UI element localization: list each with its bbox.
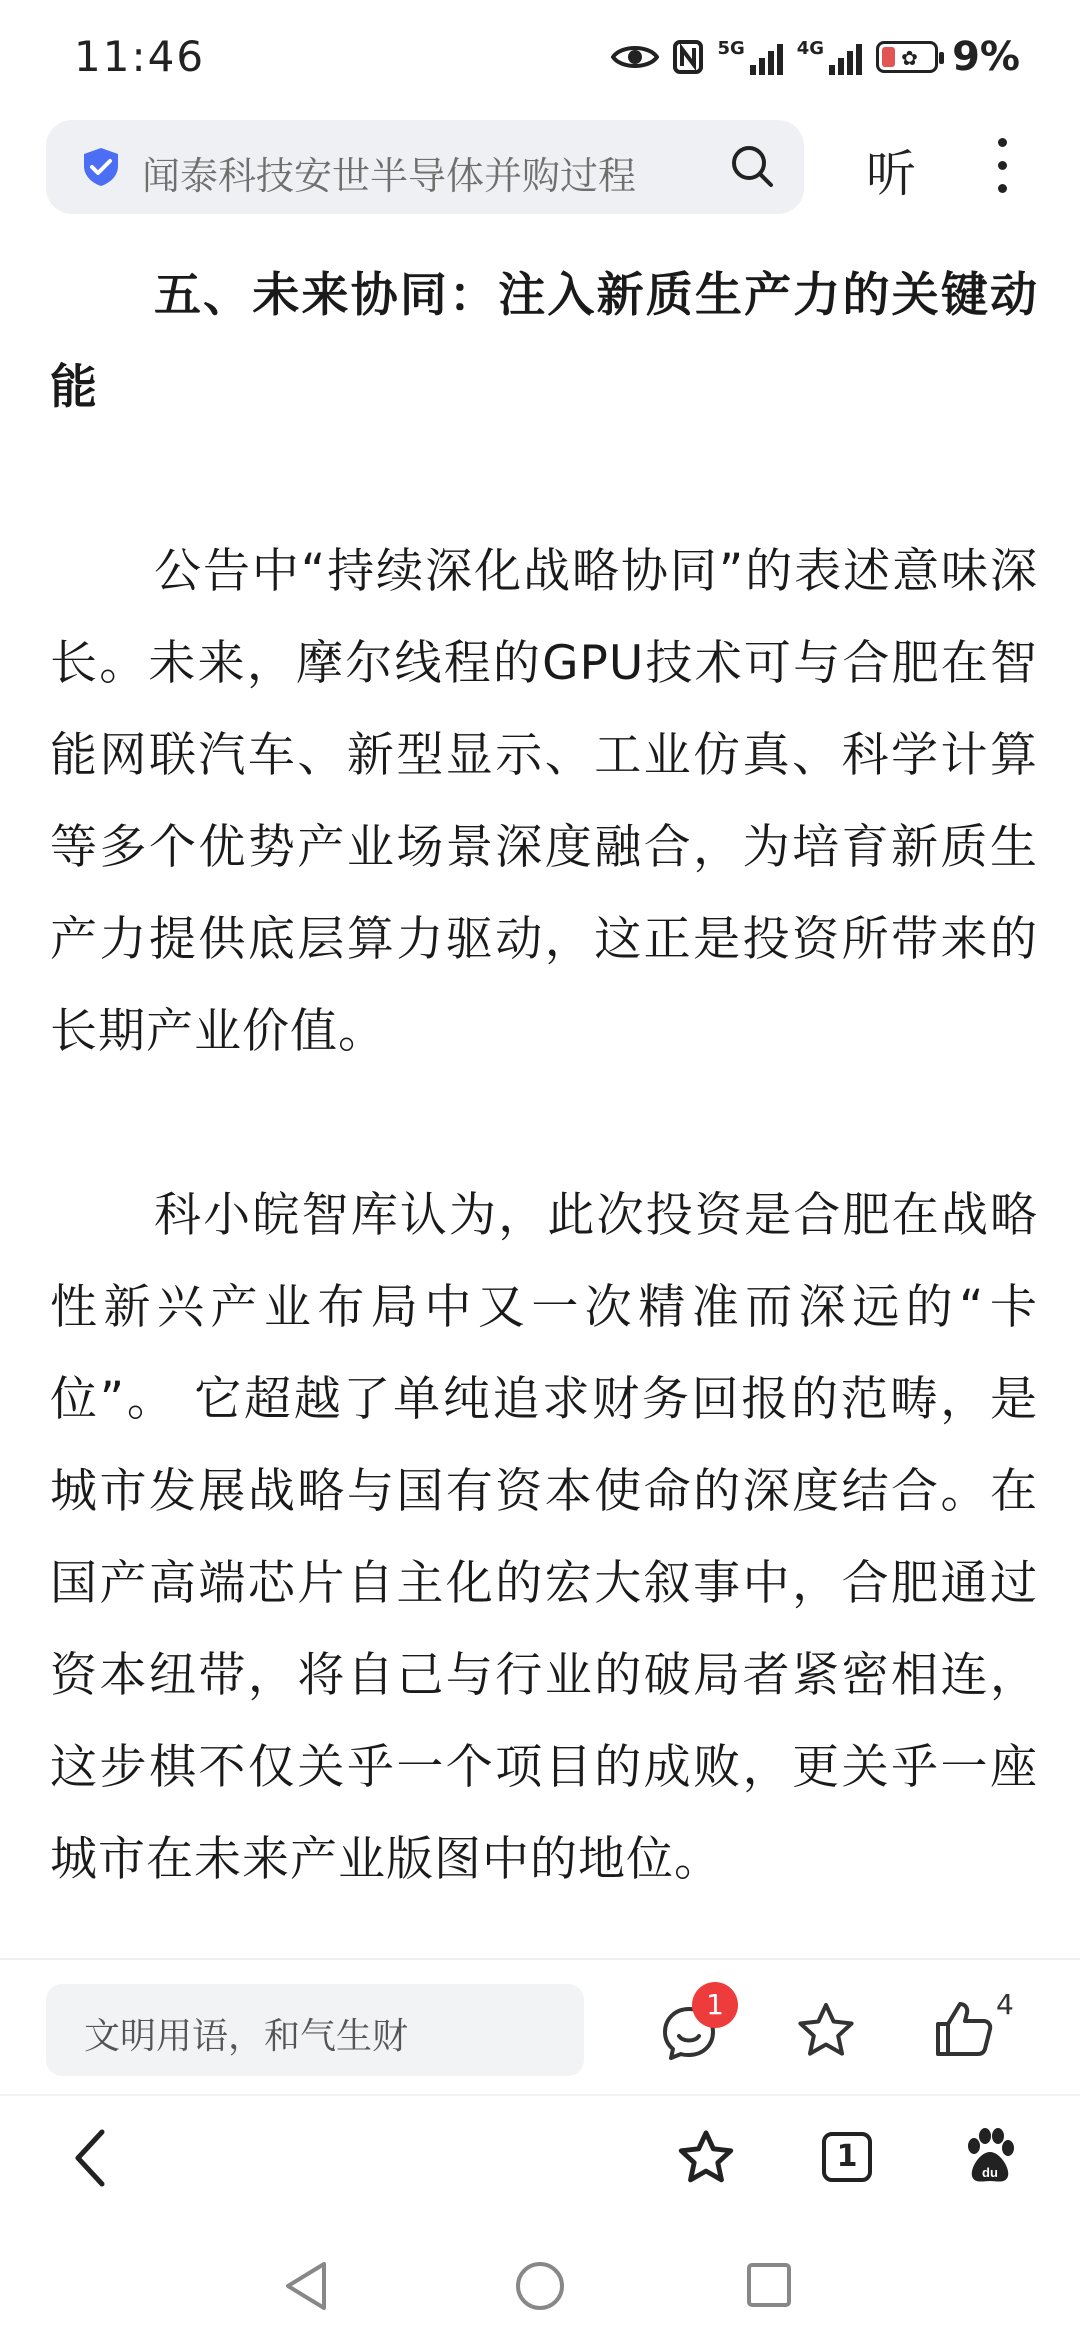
battery-percent: 9% (952, 34, 1020, 80)
search-query-text[interactable]: 闻泰科技安世半导体并购过程 (142, 154, 637, 198)
signal-4g (797, 39, 862, 75)
comment-count-badge: 1 (692, 1982, 738, 2028)
baidu-paw-icon[interactable] (960, 2126, 1020, 2188)
article-body (50, 250, 1038, 1906)
nfc-icon (673, 40, 703, 74)
back-arrow-icon[interactable] (70, 2128, 110, 2188)
status-icons (611, 34, 1020, 80)
eye-icon (611, 41, 659, 73)
like-thumb-icon[interactable] (932, 1996, 996, 2060)
nav-home-icon[interactable] (514, 2260, 566, 2312)
divider (0, 1958, 1080, 1960)
comment-input[interactable] (46, 1984, 584, 2076)
shield-check-icon (80, 146, 122, 188)
signal-5g (717, 39, 782, 75)
comment-placeholder: 文明用语，和气生财 (84, 2016, 409, 2057)
status-bar (0, 0, 1080, 120)
signal-4g-label: 4G (796, 38, 825, 59)
signal-bars-icon (750, 39, 783, 75)
section-heading: 五、未来协同：注入新质生产力的关键动能 (50, 268, 1038, 415)
nav-back-icon[interactable] (284, 2260, 330, 2312)
status-time: 11:46 (74, 32, 206, 81)
power-saving-leaf-icon: ✿ (901, 46, 918, 70)
nav-recents-icon[interactable] (746, 2262, 792, 2308)
bookmark-star-icon[interactable] (676, 2128, 736, 2188)
like-count: 4 (996, 1988, 1014, 2021)
listen-button[interactable]: 听 (866, 145, 916, 203)
tab-count-button[interactable]: 1 (822, 2132, 872, 2182)
search-icon[interactable] (728, 142, 776, 190)
search-bar[interactable] (46, 120, 804, 214)
favorite-star-icon[interactable] (795, 2000, 857, 2062)
svg-text:du: du (982, 2165, 998, 2180)
divider (0, 2094, 1080, 2096)
signal-bars-icon (829, 39, 862, 75)
signal-5g-label: 5G (717, 38, 745, 59)
article-paragraph: 公告中“持续深化战略协同”的表述意味深长。未来，摩尔线程的GPU技术可与合肥在智能网联汽车、新型显示、工业仿真、科学计算等多个优势产业场景深度融合，为培育新质生产力提供底层算力驱动，这正是投资所带来的长期产业价值。 (50, 544, 1038, 1059)
battery-icon (876, 41, 938, 73)
article-paragraph: 科小皖智库认为，此次投资是合肥在战略性新兴产业布局中又一次精准而深远的“卡位”。 它超越了单纯追求财务回报的范畴，是城市发展战略与国有资本使命的深度结合。在国产高端芯片自主化的宏大叙事中，合肥通过资本纽带，将自己与行业的破局者紧密相连，这步棋不仅关乎一个项目的成败，更关乎一座城市在未来产业版图中的地位。 (50, 1188, 1038, 1887)
more-menu-icon[interactable] (990, 138, 1014, 198)
